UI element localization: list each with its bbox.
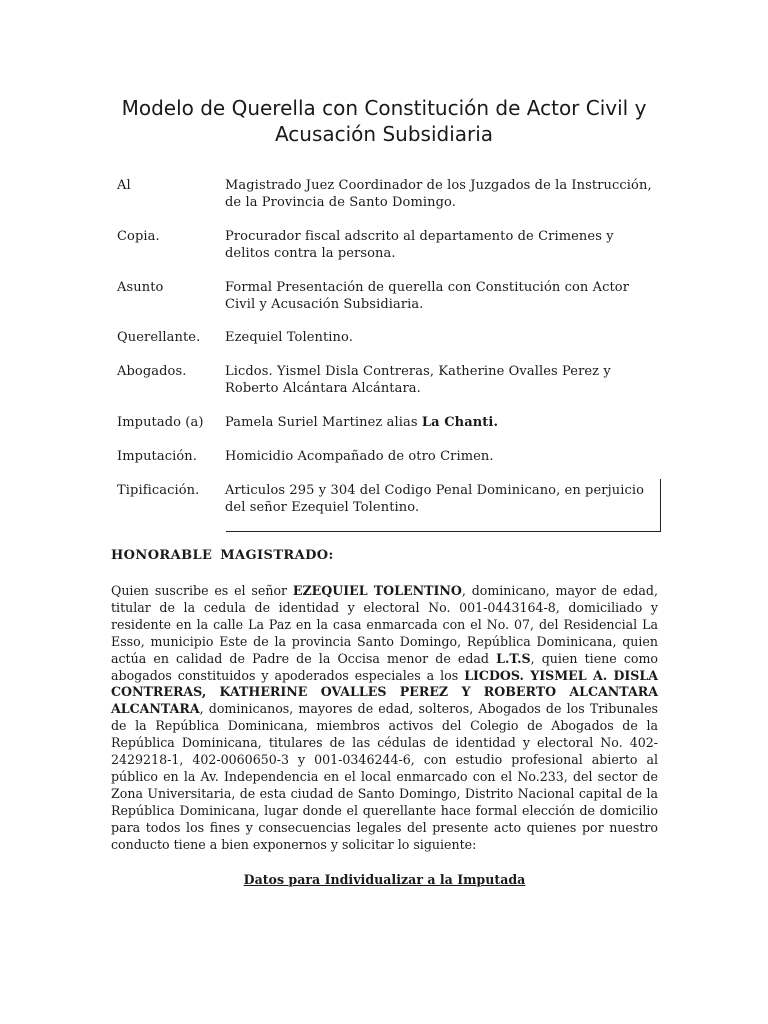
header-row-abogados: [117, 364, 662, 415]
header-value: Articulos 295 y 304 del Codigo Penal Dominicano, en perjuicio del señor Ezequiel Tolentino.: [225, 483, 645, 515]
header-value: Licdos. Yismel Disla Contreras, Katherine Ovalles Perez y Roberto Alcántara Alcántara.: [225, 364, 611, 396]
header-label: Querellante.: [117, 330, 201, 345]
salutation: HONORABLE MAGISTRADO:: [111, 548, 334, 563]
title-line-2: Acusación Subsidiaria: [274, 122, 494, 146]
header-row-querellante: [117, 330, 662, 364]
header-row-imputado: [117, 415, 662, 449]
header-label: Imputado (a): [117, 415, 204, 430]
header-row-asunto: [117, 280, 662, 330]
section-heading: Datos para Individualizar a la Imputada: [243, 872, 526, 887]
body-bold-text: LICDOS. YISMEL A. DISLA CONTRERAS, KATHERINE OVALLES PEREZ Y ROBERTO ALCANTARA ALCANTARA: [111, 667, 658, 717]
header-label: Tipificación.: [117, 483, 200, 498]
header-value-bold: La Chanti.: [421, 415, 499, 430]
header-value: [225, 415, 662, 449]
header-value: Homicidio Acompañado de otro Crimen.: [225, 449, 494, 464]
header-label: Imputación.: [117, 449, 198, 464]
header-row-imputacion: [117, 449, 662, 483]
body-text: , dominicano, mayor de edad, titular de la cedula de identidad y electoral No. 001-0443164-8, domiciliado y residente en la calle La Paz en la casa enmarcada con el No. 07, del Residencial La Esso, municipio Este de la provincia Santo Domingo, República Dominicana, quien actúa en calidad de Padre de la Occisa menor de edad: [111, 583, 658, 666]
header-label: Asunto: [117, 280, 164, 295]
body-bold-text: EZEQUIEL TOLENTINO: [292, 583, 462, 598]
header-value: Formal Presentación de querella con Constitución con Actor Civil y Acusación Subsidiaria.: [225, 280, 630, 312]
header-value: Magistrado Juez Coordinador de los Juzgados de la Instrucción, de la Provincia de Santo Domingo.: [225, 178, 652, 210]
document-title: [100, 95, 668, 147]
header-label: Abogados.: [117, 364, 187, 379]
header-table: [117, 178, 662, 535]
table-border: [226, 479, 661, 532]
header-label: Copia.: [117, 229, 160, 244]
header-row-al: [117, 178, 662, 229]
title-line-1: Modelo de Querella con Constitución de Actor Civil y: [121, 96, 647, 120]
body-text: , dominicanos, mayores de edad, solteros, Abogados de los Tribunales de la República Dominicana, miembros activos del Colegio de Abogados de la República Dominicana, titulares de las cédulas de identidad y electoral No. 402-2429218-1, 402-0060650-3 y 001-0346244-6, con estudio profesional abierto al público en la Av. Independencia en el local enmarcado con el No.233, del sector de Zona Universitaria, de esta ciudad de Santo Domingo, Distrito Nacional capital de la República Dominicana, lugar donde el querellante hace formal elección de domicilio para todos los fines y consecuencias legales del presente acto quienes por nuestro conducto tiene a bien exponernos y solicitar lo siguiente:: [111, 701, 658, 852]
header-value: Ezequiel Tolentino.: [225, 330, 353, 345]
header-label: Al: [117, 178, 131, 193]
body-bold-text: L.T.S: [496, 650, 531, 666]
header-value: Procurador fiscal adscrito al departamento de Crimenes y delitos contra la persona.: [225, 229, 614, 261]
body-text: , quien tiene como abogados constituidos y apoderados especiales a los: [111, 650, 658, 683]
header-row-tipificacion: [117, 483, 662, 535]
body-text: Quien suscribe es el señor: [111, 583, 293, 598]
header-value-plain: Pamela Suriel Martinez alias: [225, 415, 422, 430]
body-paragraph: [111, 583, 658, 854]
header-row-copia: [117, 229, 662, 280]
